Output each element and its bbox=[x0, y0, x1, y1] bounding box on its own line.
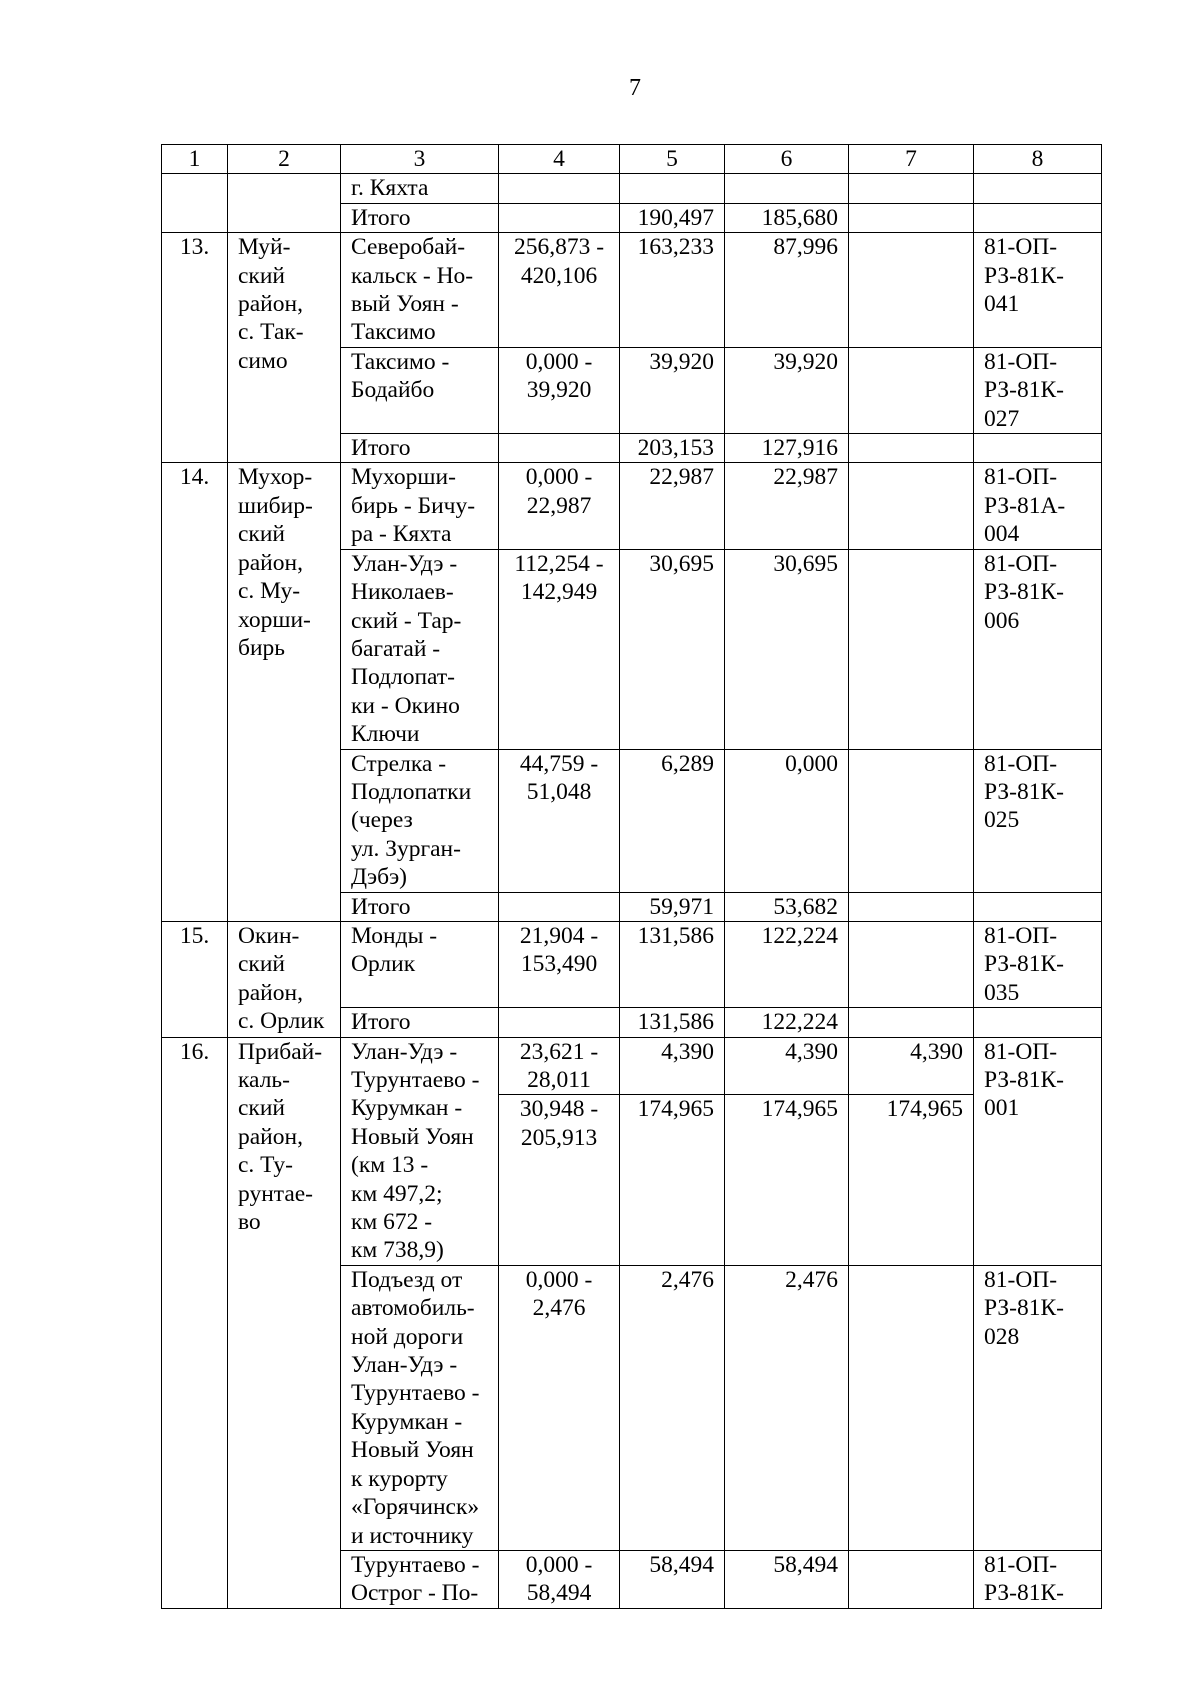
road-name-cell: Подъезд от автомобиль- ной дороги Улан-Удэ - Турунтаево - Курумкан - Новый Уоян к курорту «Горячинск» и источнику bbox=[341, 1265, 499, 1550]
length-cell: 0,000 bbox=[725, 749, 849, 892]
table-row bbox=[162, 1037, 1102, 1095]
length-cell bbox=[849, 549, 974, 749]
length-cell bbox=[849, 921, 974, 1007]
length-cell: 59,971 bbox=[620, 892, 725, 921]
road-code-cell: 81-ОП- РЗ-81К- 025 bbox=[974, 749, 1102, 892]
km-range-cell bbox=[499, 1008, 620, 1037]
length-cell: 58,494 bbox=[620, 1550, 725, 1608]
table-row bbox=[162, 921, 1102, 1007]
km-range-cell bbox=[499, 434, 620, 463]
km-range-cell: 30,948 - 205,913 bbox=[499, 1095, 620, 1265]
column-header-5: 5 bbox=[620, 145, 725, 174]
road-name-cell: Таксимо - Бодайбо bbox=[341, 347, 499, 433]
road-name-cell: Турунтаево - Острог - По- bbox=[341, 1550, 499, 1608]
length-cell: 203,153 bbox=[620, 434, 725, 463]
road-name-cell: Итого bbox=[341, 1008, 499, 1037]
length-cell: 53,682 bbox=[725, 892, 849, 921]
district-cell: Окин- ский район, с. Орлик bbox=[228, 921, 341, 1037]
length-cell: 163,233 bbox=[620, 233, 725, 348]
length-cell: 30,695 bbox=[725, 549, 849, 749]
length-cell: 4,390 bbox=[620, 1037, 725, 1095]
road-code-cell bbox=[974, 174, 1102, 203]
length-cell: 30,695 bbox=[620, 549, 725, 749]
column-header-6: 6 bbox=[725, 145, 849, 174]
length-cell bbox=[849, 463, 974, 549]
row-number bbox=[162, 174, 228, 233]
km-range-cell: 112,254 - 142,949 bbox=[499, 549, 620, 749]
length-cell bbox=[849, 1550, 974, 1608]
road-code-cell: 81-ОП- РЗ-81К- 035 bbox=[974, 921, 1102, 1007]
km-range-cell: 0,000 - 58,494 bbox=[499, 1550, 620, 1608]
km-range-cell: 21,904 - 153,490 bbox=[499, 921, 620, 1007]
road-name-cell: Итого bbox=[341, 203, 499, 232]
road-code-cell: 81-ОП- РЗ-81К- 027 bbox=[974, 347, 1102, 433]
length-cell bbox=[620, 174, 725, 203]
length-cell bbox=[849, 233, 974, 348]
column-header-3: 3 bbox=[341, 145, 499, 174]
length-cell: 22,987 bbox=[725, 463, 849, 549]
length-cell bbox=[725, 174, 849, 203]
length-cell: 6,289 bbox=[620, 749, 725, 892]
road-name-cell: Итого bbox=[341, 892, 499, 921]
length-cell bbox=[849, 347, 974, 433]
road-code-cell: 81-ОП- РЗ-81К- 028 bbox=[974, 1265, 1102, 1550]
table-row bbox=[162, 463, 1102, 549]
length-cell bbox=[849, 892, 974, 921]
row-number: 14. bbox=[162, 463, 228, 922]
table-row bbox=[162, 233, 1102, 348]
km-range-cell bbox=[499, 174, 620, 203]
district-cell: Муй- ский район, с. Так- симо bbox=[228, 233, 341, 463]
length-cell: 2,476 bbox=[620, 1265, 725, 1550]
road-name-cell: Северобай- кальск - Но- вый Уоян - Таксимо bbox=[341, 233, 499, 348]
km-range-cell bbox=[499, 203, 620, 232]
length-cell: 185,680 bbox=[725, 203, 849, 232]
road-code-cell: 81-ОП- РЗ-81К- 041 bbox=[974, 233, 1102, 348]
length-cell: 174,965 bbox=[725, 1095, 849, 1265]
km-range-cell: 256,873 - 420,106 bbox=[499, 233, 620, 348]
roads-table bbox=[161, 144, 1102, 1609]
length-cell: 39,920 bbox=[725, 347, 849, 433]
district-cell bbox=[228, 174, 341, 233]
road-name-cell: Монды - Орлик bbox=[341, 921, 499, 1007]
length-cell: 174,965 bbox=[620, 1095, 725, 1265]
length-cell bbox=[849, 174, 974, 203]
length-cell: 87,996 bbox=[725, 233, 849, 348]
km-range-cell: 44,759 - 51,048 bbox=[499, 749, 620, 892]
km-range-cell: 23,621 - 28,011 bbox=[499, 1037, 620, 1095]
column-header-1: 1 bbox=[162, 145, 228, 174]
length-cell: 127,916 bbox=[725, 434, 849, 463]
column-header-8: 8 bbox=[974, 145, 1102, 174]
road-code-cell bbox=[974, 203, 1102, 232]
length-cell bbox=[849, 1008, 974, 1037]
row-number: 15. bbox=[162, 921, 228, 1037]
length-cell: 131,586 bbox=[620, 921, 725, 1007]
road-code-cell: 81-ОП- РЗ-81К- 001 bbox=[974, 1037, 1102, 1265]
length-cell: 22,987 bbox=[620, 463, 725, 549]
length-cell: 122,224 bbox=[725, 921, 849, 1007]
length-cell: 131,586 bbox=[620, 1008, 725, 1037]
length-cell: 4,390 bbox=[725, 1037, 849, 1095]
column-header-7: 7 bbox=[849, 145, 974, 174]
road-code-cell bbox=[974, 892, 1102, 921]
length-cell: 2,476 bbox=[725, 1265, 849, 1550]
road-name-cell: Мухорши- бирь - Бичу- ра - Кяхта bbox=[341, 463, 499, 549]
length-cell: 58,494 bbox=[725, 1550, 849, 1608]
length-cell bbox=[849, 203, 974, 232]
table-row bbox=[162, 174, 1102, 203]
road-code-cell: 81-ОП- РЗ-81А- 004 bbox=[974, 463, 1102, 549]
km-range-cell: 0,000 - 22,987 bbox=[499, 463, 620, 549]
road-name-cell: Улан-Удэ - Турунтаево - Курумкан - Новый Уоян (км 13 - км 497,2; км 672 - км 738,9) bbox=[341, 1037, 499, 1265]
road-code-cell: 81-ОП- РЗ-81К- 006 bbox=[974, 549, 1102, 749]
district-cell: Мухор- шибир- ский район, с. Му- хорши- бирь bbox=[228, 463, 341, 922]
row-number: 16. bbox=[162, 1037, 228, 1608]
length-cell: 39,920 bbox=[620, 347, 725, 433]
km-range-cell: 0,000 - 2,476 bbox=[499, 1265, 620, 1550]
road-name-cell: Улан-Удэ - Николаев- ский - Тар- багатай - Подлопат- ки - Окино Ключи bbox=[341, 549, 499, 749]
row-number: 13. bbox=[162, 233, 228, 463]
column-header-4: 4 bbox=[499, 145, 620, 174]
km-range-cell: 0,000 - 39,920 bbox=[499, 347, 620, 433]
length-cell: 190,497 bbox=[620, 203, 725, 232]
length-cell: 174,965 bbox=[849, 1095, 974, 1265]
district-cell: Прибай- каль- ский район, с. Ту- рунтае- во bbox=[228, 1037, 341, 1608]
km-range-cell bbox=[499, 892, 620, 921]
page-number: 7 bbox=[629, 75, 641, 101]
road-name-cell: Итого bbox=[341, 434, 499, 463]
length-cell bbox=[849, 749, 974, 892]
road-name-cell: г. Кяхта bbox=[341, 174, 499, 203]
length-cell bbox=[849, 434, 974, 463]
table-header-row bbox=[162, 145, 1102, 174]
column-header-2: 2 bbox=[228, 145, 341, 174]
road-code-cell bbox=[974, 1008, 1102, 1037]
length-cell: 122,224 bbox=[725, 1008, 849, 1037]
road-code-cell: 81-ОП- РЗ-81К- bbox=[974, 1550, 1102, 1608]
road-code-cell bbox=[974, 434, 1102, 463]
length-cell: 4,390 bbox=[849, 1037, 974, 1095]
length-cell bbox=[849, 1265, 974, 1550]
road-name-cell: Стрелка - Подлопатки (через ул. Зурган- Дэбэ) bbox=[341, 749, 499, 892]
